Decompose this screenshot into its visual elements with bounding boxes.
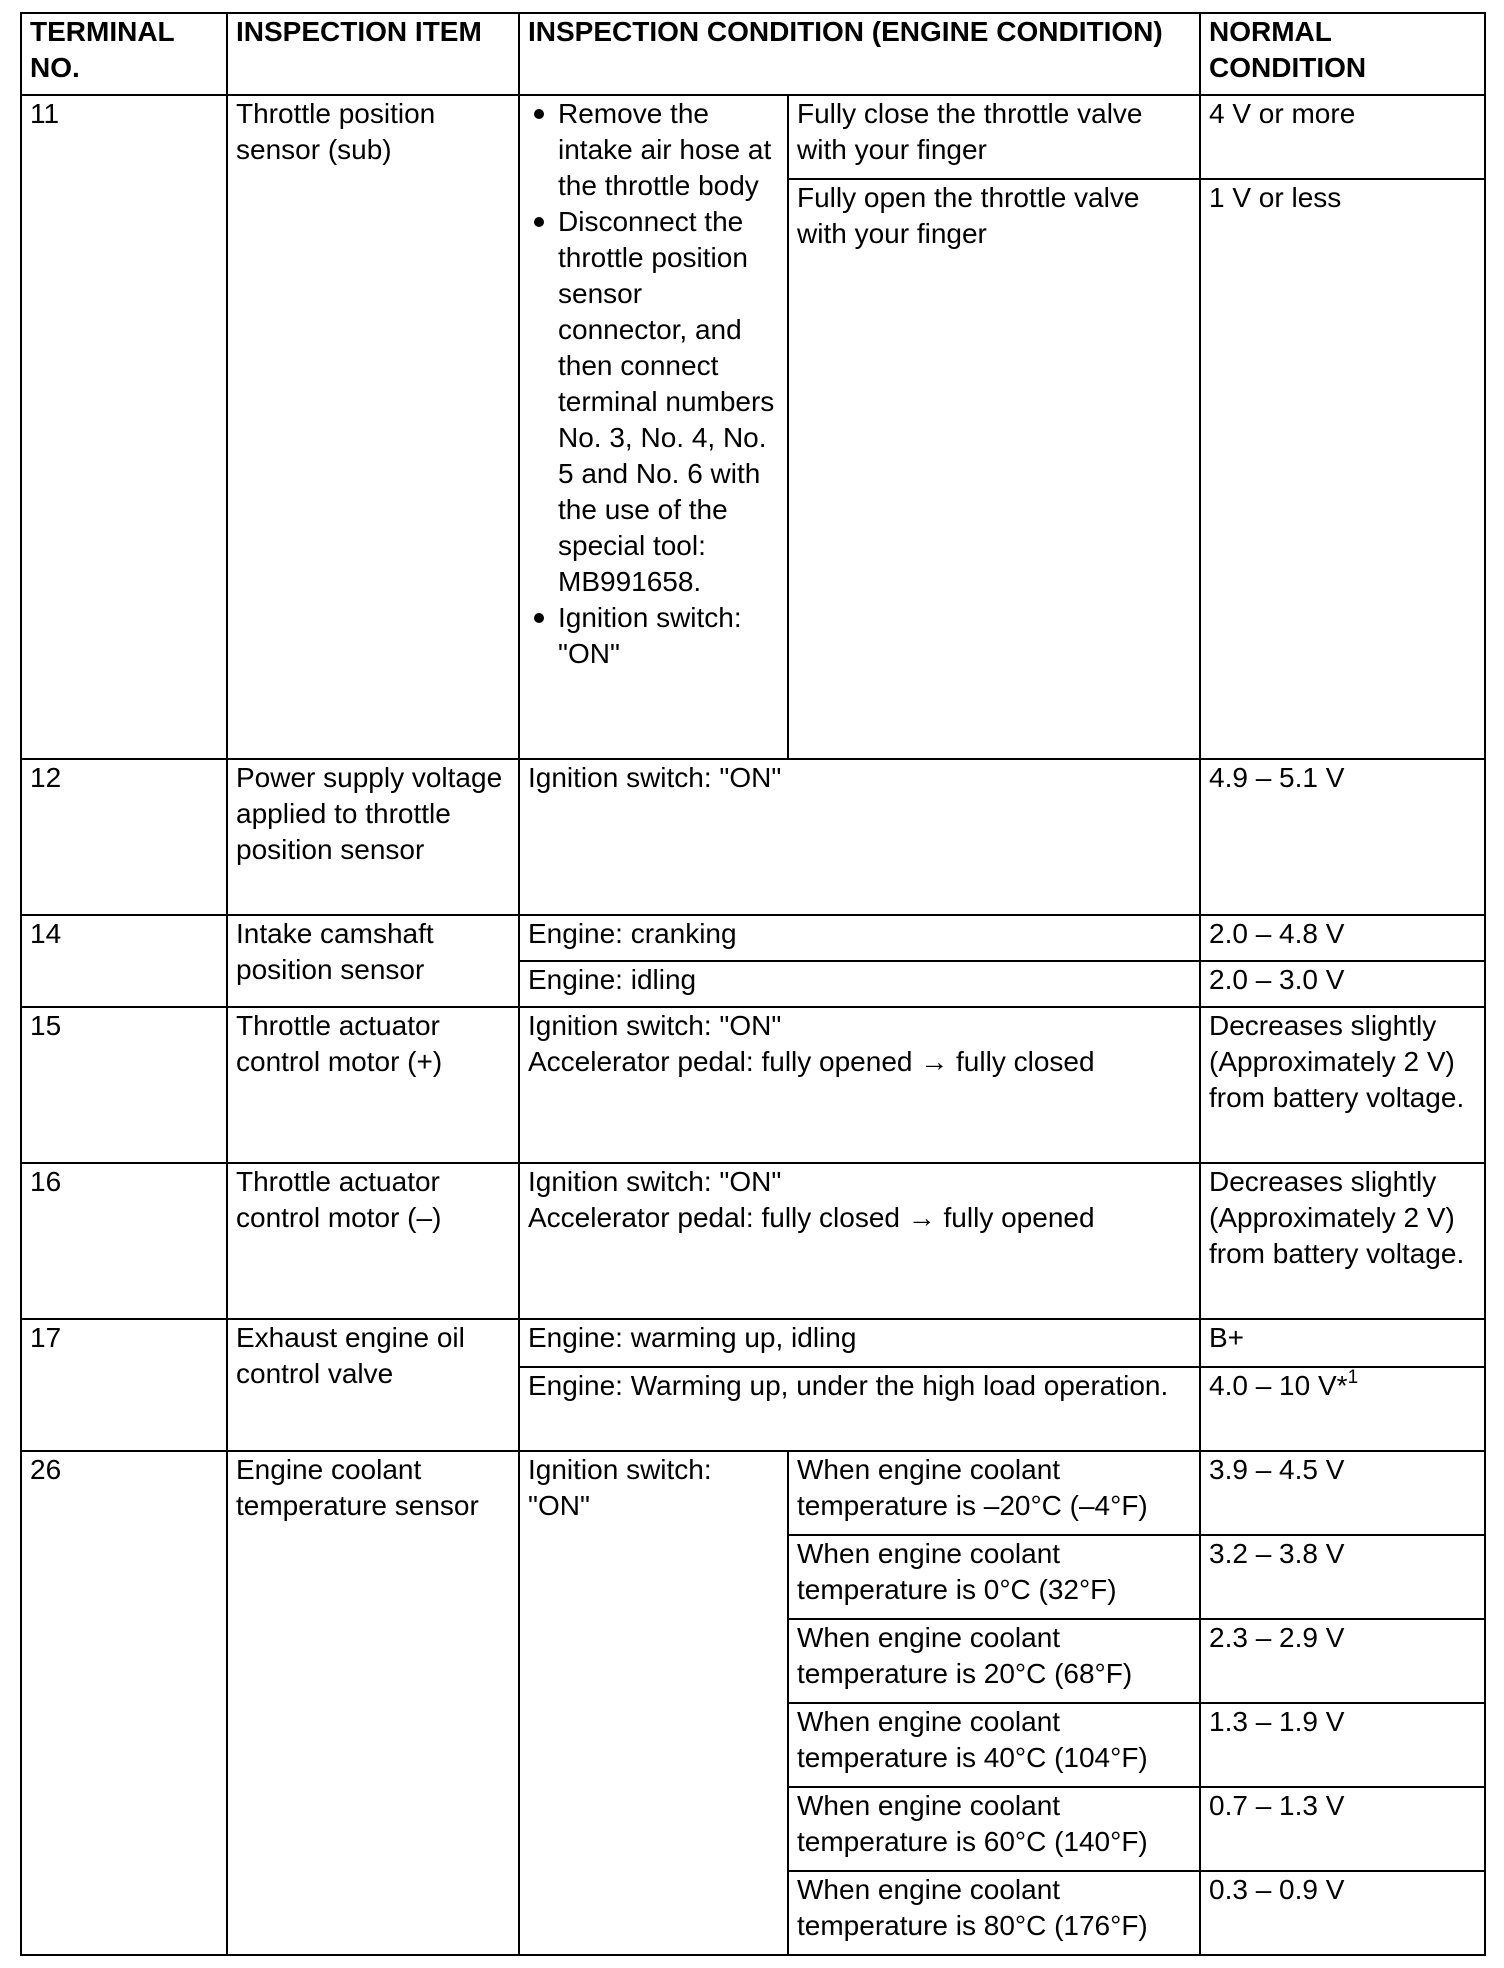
condition-line: Accelerator pedal: fully closed → fully opened <box>528 1202 1095 1233</box>
condition-line: Ignition switch: "ON" <box>528 1010 782 1041</box>
terminal-no-cell: 12 <box>21 759 227 915</box>
normal-value: 4.0 – 10 V* <box>1209 1370 1348 1401</box>
inspection-item-cell: Throttle actuator control motor (+) <box>227 1007 519 1163</box>
header-inspection-item: INSPECTION ITEM <box>227 13 519 95</box>
condition-cell: Engine: Warming up, under the high load operation. <box>519 1367 1200 1451</box>
condition-cell: Engine: idling <box>519 961 1200 1007</box>
condition-cell <box>519 1163 1200 1319</box>
condition-cell: Fully open the throttle valve with your finger <box>788 179 1200 759</box>
inspection-item-cell: Intake camshaft position sensor <box>227 915 519 1007</box>
condition-cell: When engine coolant temperature is 80°C (176°F) <box>788 1871 1200 1955</box>
condition-cell: Ignition switch: "ON" <box>519 1451 788 1955</box>
table-row <box>21 1007 1485 1163</box>
terminal-no-cell: 11 <box>21 95 227 759</box>
normal-condition-cell: Decreases slightly (Approximately 2 V) from battery voltage. <box>1200 1007 1485 1163</box>
normal-condition-cell: 1.3 – 1.9 V <box>1200 1703 1485 1787</box>
header-row <box>21 13 1485 95</box>
normal-condition-cell: 0.3 – 0.9 V <box>1200 1871 1485 1955</box>
table-row <box>21 1163 1485 1319</box>
terminal-no-cell: 17 <box>21 1319 227 1451</box>
inspection-item-cell: Power supply voltage applied to throttle position sensor <box>227 759 519 915</box>
inspection-item-cell: Throttle actuator control motor (–) <box>227 1163 519 1319</box>
condition-cell: When engine coolant temperature is –20°C (–4°F) <box>788 1451 1200 1535</box>
header-inspection-condition: INSPECTION CONDITION (ENGINE CONDITION) <box>519 13 1200 95</box>
inspection-item-cell: Throttle position sensor (sub) <box>227 95 519 759</box>
header-normal-condition: NORMAL CONDITION <box>1200 13 1485 95</box>
condition-cell: When engine coolant temperature is 0°C (32°F) <box>788 1535 1200 1619</box>
normal-condition-cell: 3.2 – 3.8 V <box>1200 1535 1485 1619</box>
normal-condition-cell: 4.9 – 5.1 V <box>1200 759 1485 915</box>
normal-condition-cell: Decreases slightly (Approximately 2 V) from battery voltage. <box>1200 1163 1485 1319</box>
table-row <box>21 1319 1485 1367</box>
table-row <box>21 915 1485 961</box>
condition-cell: Engine: cranking <box>519 915 1200 961</box>
normal-condition-cell: 2.3 – 2.9 V <box>1200 1619 1485 1703</box>
condition-cell: Fully close the throttle valve with your finger <box>788 95 1200 179</box>
procedure-step: Ignition switch: "ON" <box>558 600 779 672</box>
condition-cell: Engine: warming up, idling <box>519 1319 1200 1367</box>
normal-condition-cell: 0.7 – 1.3 V <box>1200 1787 1485 1871</box>
condition-line: Ignition switch: "ON" <box>528 1166 782 1197</box>
procedure-step: Disconnect the throttle position sensor connector, and then connect terminal numbers No. 3, No. 4, No. 5 and No. 6 with the use of the special tool: MB991658. <box>558 204 779 600</box>
table-row <box>21 759 1485 915</box>
condition-line: Accelerator pedal: fully opened → fully closed <box>528 1046 1095 1077</box>
normal-condition-cell: 2.0 – 4.8 V <box>1200 915 1485 961</box>
normal-condition-cell: 2.0 – 3.0 V <box>1200 961 1485 1007</box>
condition-cell: When engine coolant temperature is 40°C (104°F) <box>788 1703 1200 1787</box>
terminal-inspection-table <box>20 12 1486 1956</box>
table-row <box>21 95 1485 179</box>
normal-condition-cell: B+ <box>1200 1319 1485 1367</box>
normal-condition-cell: 3.9 – 4.5 V <box>1200 1451 1485 1535</box>
table-row <box>21 1451 1485 1535</box>
inspection-procedure-cell <box>519 95 788 759</box>
condition-cell: Ignition switch: "ON" <box>519 759 1200 915</box>
procedure-step: Remove the intake air hose at the throttle body <box>558 96 779 204</box>
footnote-marker: 1 <box>1347 1367 1359 1388</box>
procedure-list <box>528 96 779 672</box>
condition-cell: When engine coolant temperature is 20°C (68°F) <box>788 1619 1200 1703</box>
inspection-item-cell: Engine coolant temperature sensor <box>227 1451 519 1955</box>
normal-condition-cell <box>1200 1367 1485 1451</box>
condition-cell <box>519 1007 1200 1163</box>
condition-cell: When engine coolant temperature is 60°C (140°F) <box>788 1787 1200 1871</box>
normal-condition-cell: 4 V or more <box>1200 95 1485 179</box>
normal-condition-cell: 1 V or less <box>1200 179 1485 759</box>
document-page <box>20 12 1484 1956</box>
terminal-no-cell: 16 <box>21 1163 227 1319</box>
inspection-item-cell: Exhaust engine oil control valve <box>227 1319 519 1451</box>
terminal-no-cell: 14 <box>21 915 227 1007</box>
terminal-no-cell: 15 <box>21 1007 227 1163</box>
terminal-no-cell: 26 <box>21 1451 227 1955</box>
header-terminal-no: TERMINAL NO. <box>21 13 227 95</box>
